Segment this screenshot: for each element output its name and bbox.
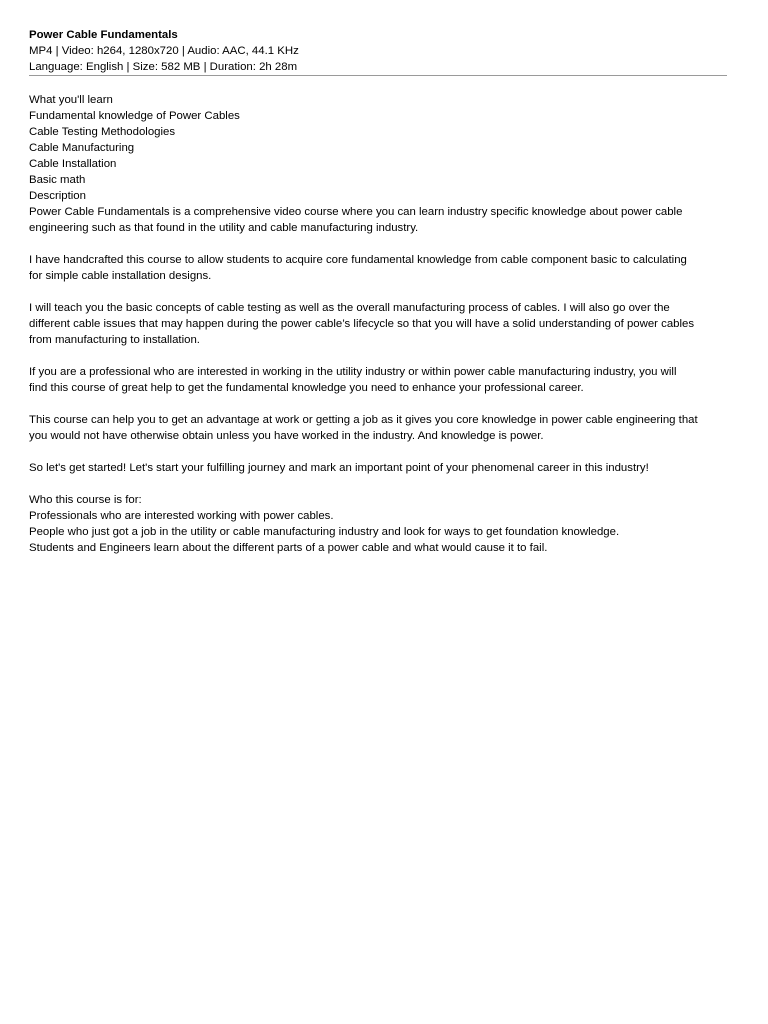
document-header bbox=[29, 27, 727, 76]
learn-item: Cable Installation bbox=[29, 158, 117, 170]
description-paragraph bbox=[29, 412, 729, 444]
description-paragraph bbox=[29, 364, 729, 396]
paragraph-line: for simple cable installation designs. bbox=[29, 270, 212, 282]
paragraph-line: from manufacturing to installation. bbox=[29, 334, 200, 346]
paragraph-line: This course can help you to get an advantage at work or getting a job as it gives you core knowledge in power cable engineering that bbox=[29, 414, 698, 426]
paragraph-line: different cable issues that may happen during the power cable’s lifecycle so that you will have a solid understanding of power cables bbox=[29, 318, 695, 330]
audience-section bbox=[29, 492, 729, 556]
what-you-learn-heading: What you'll learn bbox=[29, 94, 113, 106]
paragraph-line: I have handcrafted this course to allow students to acquire core fundamental knowledge from cable component basic to calculating bbox=[29, 254, 687, 266]
audience-item: People who just got a job in the utility or cable manufacturing industry and look for ways to get foundation knowledge. bbox=[29, 526, 620, 538]
description-heading: Description bbox=[29, 190, 86, 202]
description-paragraph bbox=[29, 252, 729, 284]
paragraph-line: Power Cable Fundamentals is a comprehensive video course where you can learn industry specific knowledge about power cable bbox=[29, 206, 683, 218]
description-paragraph bbox=[29, 204, 729, 236]
document-title: Power Cable Fundamentals bbox=[29, 29, 178, 41]
paragraph-line: find this course of great help to get the fundamental knowledge you need to enhance your professional career. bbox=[29, 382, 584, 394]
learn-item: Cable Testing Methodologies bbox=[29, 126, 176, 138]
media-info-line: MP4 | Video: h264, 1280x720 | Audio: AAC, 44.1 KHz bbox=[29, 45, 299, 57]
description-paragraph bbox=[29, 460, 729, 476]
document-page bbox=[29, 27, 729, 556]
what-you-learn-section bbox=[29, 92, 729, 204]
learn-item: Cable Manufacturing bbox=[29, 142, 135, 154]
language-size-duration-line: Language: English | Size: 582 MB | Duration: 2h 28m bbox=[29, 61, 298, 73]
paragraph-line: So let's get started! Let's start your fulfilling journey and mark an important point of your phenomenal career in this industry! bbox=[29, 462, 649, 474]
paragraph-line: If you are a professional who are interested in working in the utility industry or within power cable manufacturing industry, you will bbox=[29, 366, 677, 378]
audience-heading: Who this course is for: bbox=[29, 494, 142, 506]
paragraph-line: I will teach you the basic concepts of cable testing as well as the overall manufacturing process of cables. I will also go over the bbox=[29, 302, 670, 314]
description-paragraph bbox=[29, 300, 729, 348]
audience-item: Professionals who are interested working with power cables. bbox=[29, 510, 334, 522]
audience-item: Students and Engineers learn about the different parts of a power cable and what would cause it to fail. bbox=[29, 542, 548, 554]
paragraph-line: you would not have otherwise obtain unless you have worked in the industry. And knowledge is power. bbox=[29, 430, 544, 442]
learn-item: Fundamental knowledge of Power Cables bbox=[29, 110, 240, 122]
paragraph-line: engineering such as that found in the utility and cable manufacturing industry. bbox=[29, 222, 419, 234]
learn-item: Basic math bbox=[29, 174, 86, 186]
